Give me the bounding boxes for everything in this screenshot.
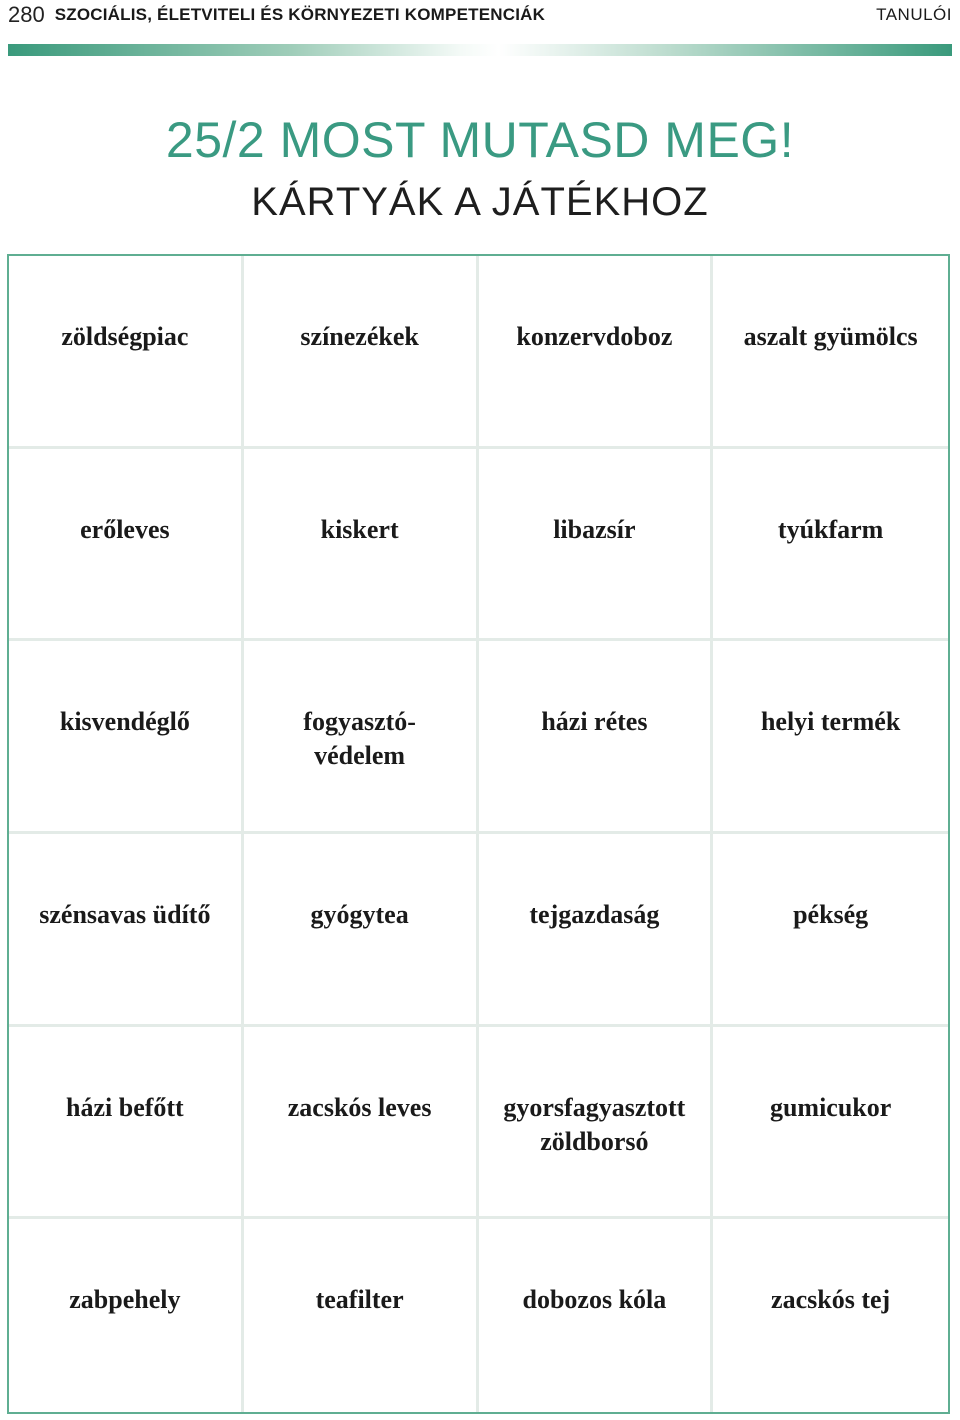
card	[244, 449, 479, 642]
card	[713, 641, 948, 834]
page-number: 280	[8, 2, 45, 27]
card-label: dobozos kóla	[522, 1285, 667, 1315]
card-label: aszalt gyümölcs	[743, 322, 918, 351]
card	[713, 1219, 948, 1412]
card	[9, 641, 244, 834]
card-label: zabpehely	[69, 1285, 181, 1315]
card	[713, 1027, 948, 1220]
card	[479, 641, 714, 834]
card	[479, 256, 714, 449]
page-header	[8, 0, 952, 30]
card-label: tejgazdaság	[529, 900, 660, 929]
card	[9, 256, 244, 449]
card	[9, 449, 244, 642]
card-label: zöldségpiac	[61, 322, 189, 351]
card-label: teafilter	[315, 1285, 404, 1315]
card-label: zacskós tej	[771, 1285, 891, 1315]
running-title: SZOCIÁLIS, ÉLETVITELI ÉS KÖRNYEZETI KOMPETENCIÁK	[54, 5, 546, 24]
card-label: gumicukor	[769, 1092, 892, 1122]
card-label: libazsír	[553, 514, 636, 544]
page-title: 25/2 MOST MUTASD MEG!	[165, 112, 795, 168]
card-label: kiskert	[320, 514, 399, 544]
card	[479, 1219, 714, 1412]
card-label: helyi termék	[760, 707, 901, 737]
card	[244, 834, 479, 1027]
card-label: szénsavas üdítő	[39, 900, 211, 929]
card-label: házi befőtt	[66, 1092, 184, 1122]
card	[713, 449, 948, 642]
card-label: zacskós leves	[287, 1092, 432, 1122]
page-subtitle: KÁRTYÁK A JÁTÉKHOZ	[251, 180, 709, 224]
card	[713, 256, 948, 449]
card	[479, 1027, 714, 1220]
running-tag: TANULÓI	[876, 5, 952, 24]
card	[244, 1219, 479, 1412]
card-label: gyógytea	[310, 900, 409, 929]
card	[9, 1219, 244, 1412]
card-label: kisvendéglő	[59, 707, 190, 737]
card-grid	[7, 254, 950, 1414]
card	[244, 641, 479, 834]
card	[479, 449, 714, 642]
card-label: színezékek	[300, 322, 419, 351]
card	[9, 1027, 244, 1220]
card-label: gyorsfagyasztott zöldborsó	[503, 1092, 686, 1156]
header-rule	[8, 44, 952, 56]
card-label: fogyasztó- védelem	[303, 707, 416, 771]
card	[9, 834, 244, 1027]
card	[479, 834, 714, 1027]
card-label: tyúkfarm	[777, 514, 884, 544]
card	[244, 256, 479, 449]
card	[713, 834, 948, 1027]
card-label: erőleves	[80, 514, 170, 544]
card-label: konzervdoboz	[516, 322, 673, 351]
card-label: pékség	[793, 900, 869, 929]
card-label: házi rétes	[541, 707, 648, 737]
card	[244, 1027, 479, 1220]
